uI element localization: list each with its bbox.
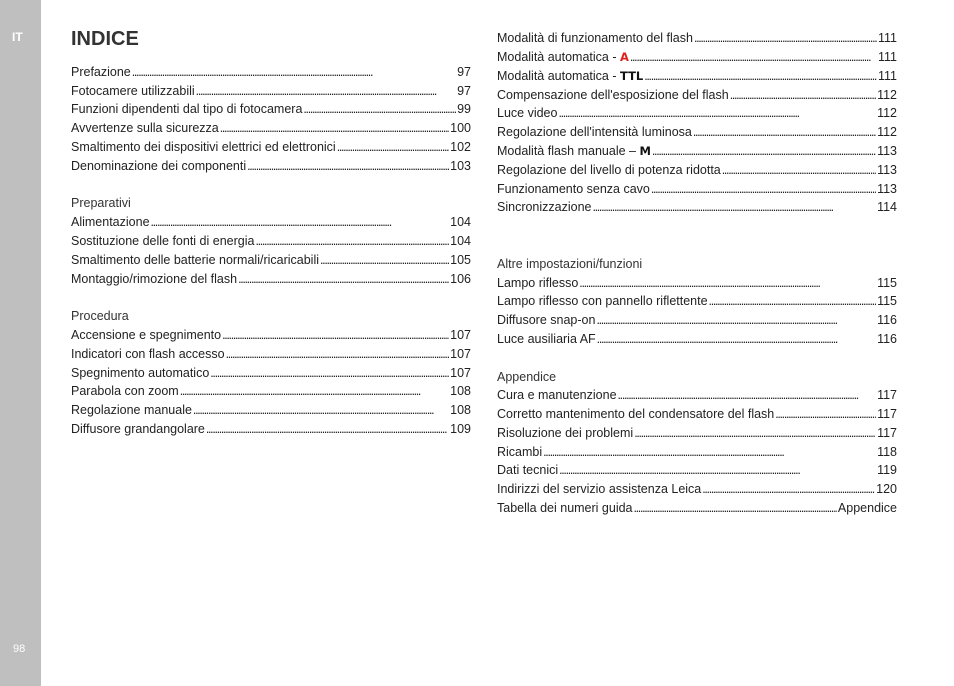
- toc-entry-page: 111: [877, 31, 897, 45]
- toc-entry-title: Funzionamento senza cavo: [497, 182, 650, 196]
- toc-entry-title: Accensione e spegnimento: [71, 328, 222, 342]
- sidebar: [0, 0, 41, 686]
- toc-entry[interactable]: [497, 199, 897, 215]
- toc-entry[interactable]: [497, 143, 897, 159]
- toc-entry-title: Dati tecnici: [497, 463, 559, 477]
- toc-entry-title: Lampo riflesso con pannello riflettente: [497, 294, 708, 308]
- toc-entry-title: Alimentazione: [71, 215, 150, 229]
- toc-entry-page: 102: [450, 140, 471, 154]
- toc-entry-page: 112: [877, 125, 897, 139]
- toc-leader-dots: [709, 293, 877, 309]
- toc-entry-page: 100: [450, 121, 471, 135]
- toc-leader-dots: [220, 120, 449, 136]
- toc-entry[interactable]: [71, 402, 471, 418]
- toc-entry[interactable]: [497, 105, 897, 121]
- toc-entry-title: Indirizzi del servizio assistenza Leica: [497, 482, 702, 496]
- toc-entry-page: 113: [877, 144, 897, 158]
- toc-section-heading: Preparativi: [71, 196, 131, 210]
- toc-leader-dots: [151, 214, 450, 230]
- toc-leader-dots: [222, 327, 449, 343]
- toc-leader-dots: [226, 346, 450, 362]
- toc-entry-title: Diffusore snap-on: [497, 313, 596, 327]
- toc-entry-page: 97: [457, 84, 471, 98]
- toc-entry-title: Smaltimento delle batterie normali/ricaricabili: [71, 253, 320, 267]
- toc-entry[interactable]: [497, 275, 897, 291]
- toc-entry-page: 104: [450, 234, 471, 248]
- toc-entry-title: Modalità flash manuale –: [497, 144, 640, 158]
- toc-entry-title: Regolazione dell'intensità luminosa: [497, 125, 692, 139]
- toc-leader-dots: [132, 64, 456, 80]
- toc-entry[interactable]: [71, 233, 471, 249]
- toc-entry[interactable]: [71, 252, 471, 268]
- toc-leader-dots: [618, 387, 877, 403]
- toc-leader-dots: [303, 101, 456, 117]
- toc-entry-page: 115: [877, 294, 897, 308]
- toc-leader-dots: [634, 425, 876, 441]
- toc-entry[interactable]: [497, 87, 897, 103]
- mode-a-icon: A: [619, 50, 629, 64]
- toc-leader-dots: [238, 271, 449, 287]
- toc-entry[interactable]: [497, 425, 897, 441]
- toc-section-heading: Procedura: [71, 309, 129, 323]
- toc-entry-title: Denominazione dei componenti: [71, 159, 247, 173]
- toc-leader-dots: [247, 158, 449, 174]
- toc-leader-dots: [651, 181, 876, 197]
- toc-entry-page: 106: [450, 272, 471, 286]
- toc-leader-dots: [579, 275, 876, 291]
- toc-entry[interactable]: [71, 64, 471, 80]
- toc-entry[interactable]: [497, 30, 897, 46]
- toc-leader-dots: [634, 500, 837, 516]
- toc-entry-title: Parabola con zoom: [71, 384, 179, 398]
- toc-leader-dots: [543, 444, 876, 460]
- toc-entry-title: Indicatori con flash accesso: [71, 347, 225, 361]
- toc-leader-dots: [630, 49, 877, 65]
- toc-entry[interactable]: [71, 383, 471, 399]
- toc-leader-dots: [722, 162, 876, 178]
- toc-entry-page: 112: [877, 88, 897, 102]
- toc-entry[interactable]: [497, 500, 897, 516]
- toc-entry-page: 108: [450, 384, 471, 398]
- toc-section-heading: Altre impostazioni/funzioni: [497, 257, 643, 271]
- toc-entry[interactable]: [71, 120, 471, 136]
- toc-entry-page: 105: [450, 253, 471, 267]
- toc-entry-page: Appendice: [837, 501, 897, 515]
- toc-entry[interactable]: [497, 331, 897, 347]
- toc-entry[interactable]: [497, 312, 897, 328]
- toc-leader-dots: [337, 139, 449, 155]
- toc-entry-title: Funzioni dipendenti dal tipo di fotocamera: [71, 102, 303, 116]
- toc-section-heading: Appendice: [497, 370, 557, 384]
- mode-ttl-icon: TTL: [619, 69, 644, 83]
- toc-entry[interactable]: [497, 387, 897, 403]
- toc-entry-title: Modalità automatica -: [497, 50, 620, 64]
- toc-leader-dots: [558, 105, 876, 121]
- toc-entry-page: 114: [877, 200, 897, 214]
- toc-entry-page: 104: [450, 215, 471, 229]
- toc-entry-page: 117: [877, 407, 897, 421]
- toc-entry[interactable]: [71, 139, 471, 155]
- toc-entry-page: 116: [877, 313, 897, 327]
- toc-entry-page: 111: [877, 50, 897, 64]
- toc-entry-page: 118: [877, 445, 897, 459]
- toc-leader-dots: [694, 30, 877, 46]
- toc-leader-dots: [196, 83, 456, 99]
- toc-entry[interactable]: [497, 162, 897, 178]
- toc-entry[interactable]: [71, 101, 471, 117]
- toc-leader-dots: [652, 143, 876, 159]
- toc-entry-page: 99: [457, 102, 471, 116]
- toc-entry-title: Compensazione dell'esposizione del flash: [497, 88, 729, 102]
- toc-entry-title: Corretto mantenimento del condensatore del flash: [497, 407, 775, 421]
- toc-entry-title: Spegnimento automatico: [71, 366, 210, 380]
- toc-leader-dots: [597, 331, 876, 347]
- toc-entry-title: Avvertenze sulla sicurezza: [71, 121, 219, 135]
- toc-leader-dots: [644, 68, 877, 84]
- toc-entry-title: Modalità di funzionamento del flash: [497, 31, 693, 45]
- toc-entry[interactable]: [71, 214, 471, 230]
- toc-entry-page: 116: [877, 332, 897, 346]
- toc-entry-title: Ricambi: [497, 445, 543, 459]
- toc-entry-page: 107: [450, 328, 471, 342]
- toc-entry-title: Regolazione del livello di potenza ridotta: [497, 163, 721, 177]
- toc-entry[interactable]: [497, 49, 897, 65]
- toc-entry-page: 117: [877, 426, 897, 440]
- toc-entry-page: 109: [450, 422, 471, 436]
- toc-entry-page: 111: [877, 69, 897, 83]
- toc-entry-title: Luce ausiliaria AF: [497, 332, 596, 346]
- toc-entry[interactable]: [497, 181, 897, 197]
- toc-entry-title: Luce video: [497, 106, 558, 120]
- language-label: IT: [12, 30, 23, 44]
- toc-entry[interactable]: [497, 406, 897, 422]
- toc-leader-dots: [180, 383, 449, 399]
- toc-entry-title: Montaggio/rimozione del flash: [71, 272, 238, 286]
- toc-leader-dots: [702, 481, 875, 497]
- toc-entry[interactable]: [497, 462, 897, 478]
- toc-entry-page: 108: [450, 403, 471, 417]
- toc-entry-title: Cura e manutenzione: [497, 388, 617, 402]
- toc-entry[interactable]: [71, 271, 471, 287]
- toc-entry-page: 107: [450, 366, 471, 380]
- toc-entry-page: 112: [877, 106, 897, 120]
- toc-leader-dots: [255, 233, 449, 249]
- toc-entry-title: Modalità automatica -: [497, 69, 620, 83]
- toc-entry[interactable]: [497, 444, 897, 460]
- toc-entry-title: Sostituzione delle fonti di energia: [71, 234, 255, 248]
- toc-leader-dots: [559, 462, 876, 478]
- toc-entry-page: 119: [877, 463, 897, 477]
- toc-entry-title: Smaltimento dei dispositivi elettrici ed elettronici: [71, 140, 336, 154]
- toc-entry-title: Lampo riflesso: [497, 276, 579, 290]
- toc-entry[interactable]: [71, 158, 471, 174]
- toc-entry-title: Diffusore grandangolare: [71, 422, 205, 436]
- toc-entry[interactable]: [71, 365, 471, 381]
- toc-entry[interactable]: [71, 421, 471, 437]
- toc-entry-title: Tabella dei numeri guida: [497, 501, 633, 515]
- toc-entry-page: 113: [877, 182, 897, 196]
- toc-leader-dots: [320, 252, 449, 268]
- toc-entry-title: Prefazione: [71, 65, 131, 79]
- toc-entry[interactable]: [497, 293, 897, 309]
- toc-entry-page: 107: [450, 347, 471, 361]
- toc-leader-dots: [593, 199, 877, 215]
- toc-entry[interactable]: [497, 124, 897, 140]
- toc-entry-title: Sincronizzazione: [497, 200, 592, 214]
- toc-entry-page: 113: [877, 163, 897, 177]
- toc-entry-page: 97: [457, 65, 471, 79]
- page-title: INDICE: [71, 28, 139, 50]
- toc-leader-dots: [693, 124, 876, 140]
- toc-entry-page: 103: [450, 159, 471, 173]
- toc-entry-page: 120: [876, 482, 897, 496]
- toc-leader-dots: [206, 421, 449, 437]
- toc-entry[interactable]: [71, 346, 471, 362]
- toc-entry-title: Fotocamere utilizzabili: [71, 84, 195, 98]
- toc-entry-title: Risoluzione dei problemi: [497, 426, 634, 440]
- toc-leader-dots: [730, 87, 876, 103]
- toc-entry[interactable]: [497, 68, 897, 84]
- toc-leader-dots: [210, 365, 449, 381]
- toc-entry[interactable]: [71, 83, 471, 99]
- toc-leader-dots: [775, 406, 876, 422]
- page-number: 98: [13, 643, 26, 655]
- mode-m-icon: M: [639, 144, 651, 158]
- toc-entry[interactable]: [71, 327, 471, 343]
- toc-leader-dots: [596, 312, 876, 328]
- toc-entry-page: 115: [877, 276, 897, 290]
- toc-entry[interactable]: [497, 481, 897, 497]
- toc-entry-title: Regolazione manuale: [71, 403, 192, 417]
- toc-leader-dots: [193, 402, 449, 418]
- toc-entry-page: 117: [877, 388, 897, 402]
